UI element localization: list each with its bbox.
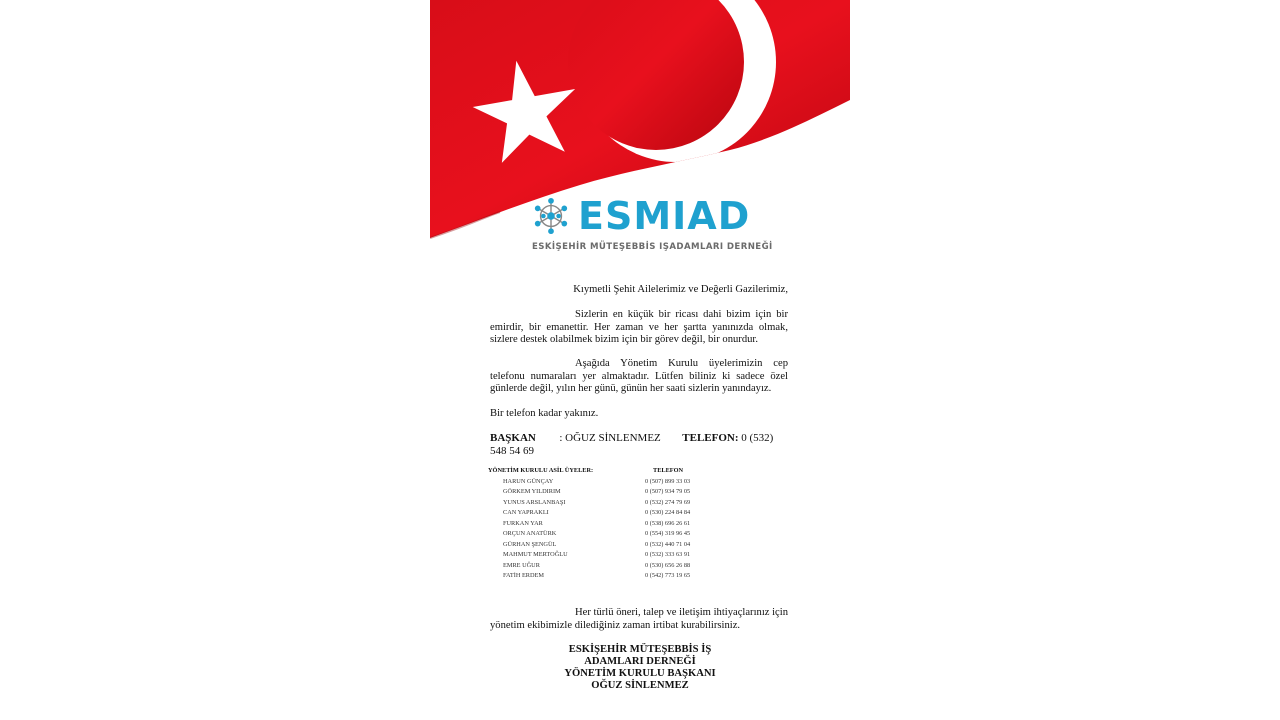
- member-name: HARUN GÜNÇAY: [503, 477, 554, 485]
- table-row: [488, 550, 748, 561]
- letter-page: [430, 0, 850, 720]
- paragraph-3: Bir telefon kadar yakınız.: [490, 408, 599, 419]
- phone-header: TELEFON: [653, 467, 684, 474]
- table-row: [488, 508, 748, 519]
- member-phone: 0 (530) 656 26 88: [645, 561, 691, 569]
- member-name: ORÇUN ANATÜRK: [503, 530, 557, 537]
- president-phone: 0 (532) 548 54 69: [490, 432, 774, 457]
- signature-line: ESKİŞEHİR MÜTEŞEBBİS İŞ: [568, 644, 712, 655]
- table-row: [488, 571, 748, 582]
- member-name: GÜRHAN ŞENGÜL: [503, 540, 557, 548]
- president-phone-label: TELEFON:: [682, 432, 739, 444]
- table-row: [488, 561, 748, 572]
- president-line: [490, 432, 788, 457]
- member-phone: 0 (530) 224 84 84: [645, 509, 691, 516]
- signature-block: [530, 644, 750, 692]
- signature-line: YÖNETİM KURULU BAŞKANI: [564, 668, 716, 679]
- member-name: CAN YAPRAKLI: [503, 509, 549, 516]
- member-name: GÖRKEM YILDIRIM: [503, 488, 561, 495]
- logo-wordmark: ESMIAD: [578, 194, 751, 238]
- table-row: [488, 477, 748, 488]
- closing-text: Her türlü öneri, talep ve iletişim ihtiyaçlarınız için yönetim ekibimizle dilediğiniz zaman irtibat kurabilirsiniz.: [490, 607, 788, 631]
- board-members-table: [488, 466, 748, 582]
- member-phone: 0 (507) 899 33 03: [645, 477, 691, 485]
- member-phone: 0 (532) 333 63 91: [645, 551, 691, 558]
- member-phone: 0 (532) 440 71 04: [645, 540, 691, 548]
- table-row: [488, 498, 748, 509]
- table-row: [488, 487, 748, 498]
- table-row: [488, 540, 748, 551]
- logo-subtitle: ESKİŞEHİR MÜTEŞEBBİS IŞADAMLARI DERNEĞİ: [532, 242, 773, 252]
- member-name: FURKAN YAR: [503, 519, 543, 527]
- member-phone: 0 (507) 934 79 05: [645, 488, 691, 495]
- signature-line: ADAMLARI DERNEĞİ: [584, 656, 696, 667]
- signature-line: OĞUZ SİNLENMEZ: [591, 680, 689, 691]
- member-name: YUNUS ARSLANBAŞI: [503, 498, 566, 506]
- president-label: BAŞKAN: [490, 432, 536, 444]
- paragraph-2: Aşağıda Yönetim Kurulu üyelerimizin cep telefonu numaraları yer almaktadır. Lütfen biliniz ki sadece özel günlerde değil, yılın her günü, günün her saati sizlerin yanındayız.: [490, 358, 788, 395]
- member-name: EMRE UĞUR: [503, 561, 540, 569]
- board-table-header: [488, 466, 748, 477]
- member-phone: 0 (542) 773 19 65: [645, 572, 691, 579]
- member-phone: 0 (554) 319 96 45: [645, 530, 691, 537]
- member-name: MAHMUT MERTOĞLU: [503, 551, 568, 558]
- member-phone: 0 (532) 274 79 69: [645, 498, 691, 506]
- member-name: FATİH ERDEM: [503, 572, 544, 579]
- paragraph-1: Sizlerin en küçük bir ricası dahi bizim için bir emirdir, bir emanettir. Her zaman ve her şartta yanınızda olmak, sizlere destek olabilmek bizim için bir görev değil, bir onurdur.: [490, 309, 788, 346]
- table-row: [488, 529, 748, 540]
- president-name: : OĞUZ SİNLENMEZ: [559, 432, 661, 444]
- greeting: Kıymetli Şehit Ailelerimiz ve Değerli Gazilerimiz,: [573, 284, 788, 295]
- member-phone: 0 (538) 696 26 61: [645, 519, 691, 527]
- esmiad-logo: [532, 196, 772, 260]
- table-row: [488, 519, 748, 530]
- members-header: YÖNETİM KURULU ASİL ÜYELER:: [488, 467, 594, 474]
- closing-paragraph: [490, 607, 788, 632]
- esmiad-emblem-icon: [532, 197, 570, 235]
